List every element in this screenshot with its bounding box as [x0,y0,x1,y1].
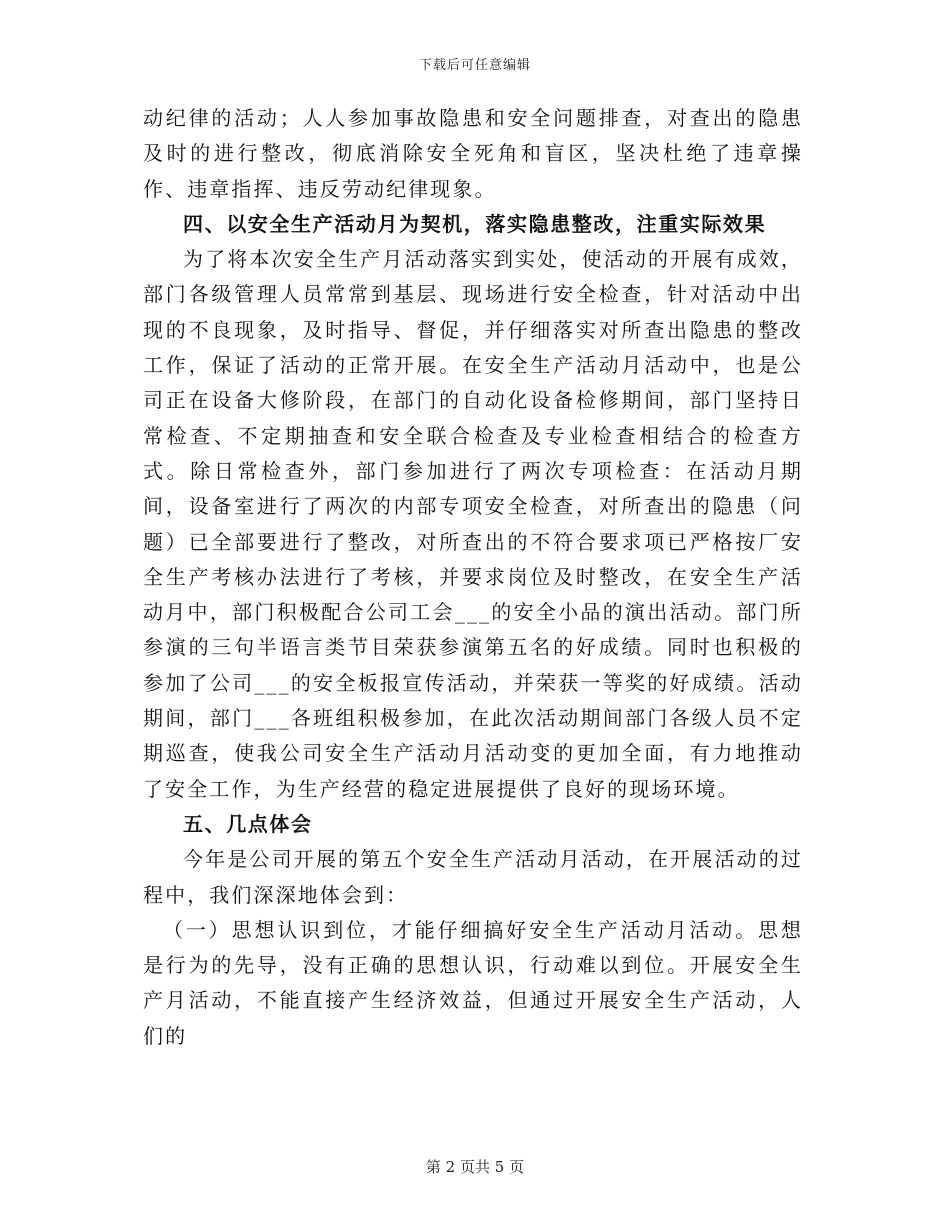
paragraph-section-5-intro: 今年是公司开展的第五个安全生产活动月活动，在开展活动的过程中，我们深深地体会到： [143,847,803,907]
paragraph-continuation: 动纪律的活动；人人参加事故隐患和安全问题排查，对查出的隐患及时的进行整改，彻底消除安全死角和盲区，坚决杜绝了违章操作、违章指挥、违反劳动纪律现象。 [143,106,803,201]
document-body [143,101,803,1054]
header-note: 下载后可任意编辑 [418,58,531,73]
page-footer: 第 2 页共 5 页 [425,1158,525,1176]
paragraph-subpoint-1: （一）思想认识到位，才能仔细搞好安全生产活动月活动。思想是行为的先导，没有正确的思想认识，行动难以到位。开展安全生产月活动，不能直接产生经济效益，但通过开展安全生产活动，人们的 [143,917,803,1048]
paragraph-section-4: 为了将本次安全生产月活动落实到实处，使活动的开展有成效，部门各级管理人员常常到基层、现场进行安全检查，针对活动中出现的不良现象，及时指导、督促，并仔细落实对所查出隐患的整改工作，保证了活动的正常开展。在安全生产活动月活动中，也是公司正在设备大修阶段，在部门的自动化设备检修期间，部门坚持日常检查、不定期抽查和安全联合检查及专业检查相结合的检查方式。除日常检查外，部门参加进行了两次专项检查：在活动月期间，设备室进行了两次的内部专项安全检查，对所查出的隐患（问题）已全部要进行了整改，对所查出的不符合要求项已严格按厂安全生产考核办法进行了考核，并要求岗位及时整改，在安全生产活动月中，部门积极配合公司工会___的安全小品的演出活动。部门所参演的三句半语言类节目荣获参演第五名的好成绩。同时也积极的参加了公司___的安全板报宣传活动，并荣获一等奖的好成绩。活动期间，部门___各班组积极参加，在此次活动期间部门各级人员不定期巡查，使我公司安全生产活动月活动变的更加全面，有力地推动了安全工作，为生产经营的稳定进展提供了良好的现场环境。 [143,247,803,801]
section-heading-4: 四、以安全生产活动月为契机，落实隐患整改，注重实际效果 [183,211,767,236]
section-heading-5: 五、几点体会 [183,811,313,836]
